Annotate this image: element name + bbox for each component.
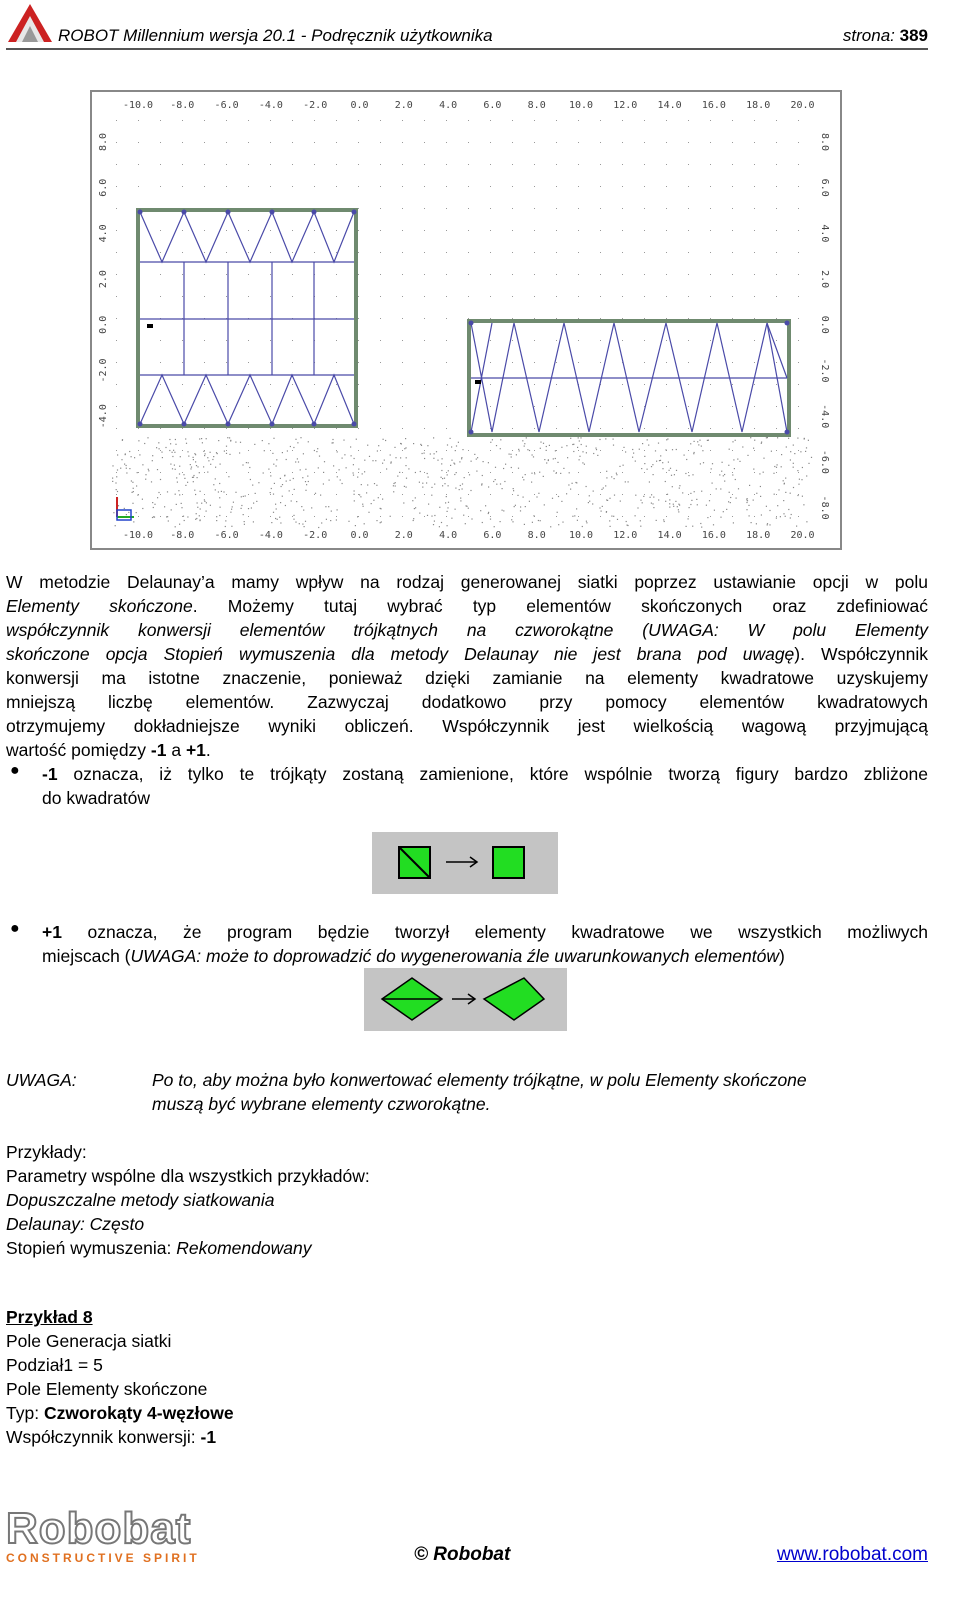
mesh-figure <box>90 90 842 550</box>
intro-line-8: wartość pomiędzy -1 a +1. <box>6 740 211 760</box>
robobat-triangle-logo-icon <box>6 2 54 46</box>
axis-left-label: 8.0 <box>98 132 109 152</box>
intro-line-3: współczynnik konwersji elementów trójkątnych na czworokątne (UWAGA: W polu Elementy <box>6 620 928 640</box>
bullet1-line-1: -1 oznacza, iż tylko te trójkąty zostaną zamienione, które wspólnie tworzą figury bardzo zbliżone <box>42 764 928 784</box>
axis-bottom-label: 2.0 <box>394 530 413 541</box>
intro-line-7: otrzymujemy dokładniejsze wyniki obliczeń. Współczynnik jest wielkością wagową przyjmującą <box>6 716 928 736</box>
note-line-2: muszą być wybrane elementy czworokątne. <box>152 1094 491 1114</box>
bullet2-line-2: miejscach (UWAGA: może to doprowadzić do wygenerowania źle uwarunkowanych elementów) <box>42 946 785 966</box>
axis-bottom-label: -6.0 <box>214 530 239 541</box>
axis-left-label: 6.0 <box>98 178 109 197</box>
axis-right-label: 6.0 <box>819 178 830 197</box>
axis-bottom-label: -2.0 <box>303 530 328 541</box>
axis-bottom-label: 18.0 <box>746 530 771 541</box>
axis-bottom-label: 6.0 <box>483 530 502 541</box>
examples-line-5: Stopień wymuszenia: Rekomendowany <box>6 1238 312 1258</box>
axis-bottom-label: -10.0 <box>122 530 154 541</box>
conversion-image-square <box>372 832 558 894</box>
bullet-icon: ● <box>10 762 20 779</box>
header-title: ROBOT Millennium wersja 20.1 - Podręcznik użytkownika <box>58 26 493 45</box>
axis-bottom-label: 0.0 <box>350 530 369 541</box>
axis-bottom-label: 10.0 <box>568 530 594 541</box>
axis-top-label: 14.0 <box>657 100 682 111</box>
axis-bottom-label: 20.0 <box>790 530 815 541</box>
examples-line-3: Dopuszczalne metody siatkowania <box>6 1190 275 1210</box>
example8-line-2: Podział1 = 5 <box>6 1355 103 1375</box>
robobat-logo-tagline: CONSTRUCTIVE SPIRIT <box>6 1551 200 1565</box>
mesh-right <box>469 321 789 435</box>
intro-line-6: mniejszą liczbę elementów. Zazwyczaj dodatkowo przy pomocy elementów kwadratowych <box>6 692 928 712</box>
axis-right-label: -8.0 <box>819 495 830 520</box>
axis-right-label: 0.0 <box>819 315 830 334</box>
axis-top-label: 10.0 <box>568 100 594 111</box>
diamond-icon <box>484 978 544 1020</box>
examples-line-2: Parametry wspólne dla wszystkich przykładów: <box>6 1166 370 1186</box>
axis-top-label: 6.0 <box>483 100 502 111</box>
bullet-icon: ● <box>10 920 20 937</box>
axis-bottom-label: 8.0 <box>527 530 546 541</box>
axis-right-label: 2.0 <box>819 270 830 289</box>
axis-top-label: -8.0 <box>170 100 195 111</box>
axis-left-label: -4.0 <box>98 404 109 429</box>
axis-top-label: -10.0 <box>122 100 154 111</box>
axis-left-label: -2.0 <box>98 358 109 383</box>
axis-top-label: 8.0 <box>527 100 546 111</box>
bullet1-line-2: do kwadratów <box>42 788 150 808</box>
axis-right-label: 4.0 <box>819 224 830 243</box>
conversion-image-diamond <box>364 968 567 1031</box>
note-label: UWAGA: <box>6 1070 77 1090</box>
axis-top-label: 4.0 <box>439 100 458 111</box>
axis-top-label: 16.0 <box>701 100 726 111</box>
axis-top-label: -6.0 <box>214 100 239 111</box>
bullet2-line-1: +1 oznacza, że program będzie tworzył elementy kwadratowe we wszystkich możliwych <box>42 922 928 942</box>
example8-line-5: Współczynnik konwersji: -1 <box>6 1427 217 1447</box>
axis-bottom-label: -4.0 <box>258 530 283 541</box>
axis-right-label: -2.0 <box>819 358 830 383</box>
intro-line-4: skończone opcja Stopień wymuszenia dla metody Delaunay nie jest brana pod uwagę). Współczynnik <box>6 644 928 664</box>
axis-bottom-label: 14.0 <box>657 530 682 541</box>
square-icon <box>493 847 524 878</box>
axis-left-label: 4.0 <box>98 224 109 243</box>
footer-url-link[interactable]: www.robobat.com <box>776 1544 928 1565</box>
intro-line-5: konwersji ma istotne znaczenie, ponieważ dzięki zamianie na elementy kwadratowe uzyskujemy <box>6 668 928 688</box>
axis-bottom-label: -8.0 <box>170 530 195 541</box>
axis-top-label: -4.0 <box>258 100 283 111</box>
axis-bottom-label: 4.0 <box>439 530 458 541</box>
axis-bottom-label: 16.0 <box>701 530 726 541</box>
axis-top-label: 0.0 <box>350 100 369 111</box>
axis-top-label: 12.0 <box>613 100 638 111</box>
axis-right-label: -4.0 <box>819 404 830 429</box>
example8-line-3: Pole Elementy skończone <box>6 1379 208 1399</box>
mesh-plot <box>92 92 836 544</box>
axis-right-label: -6.0 <box>819 449 830 474</box>
robobat-logo-text: Robobat <box>6 1504 192 1553</box>
axis-top-label: -2.0 <box>303 100 328 111</box>
page-number: strona: 389 <box>842 26 928 45</box>
example8-line-4: Typ: Czworokąty 4-węzłowe <box>6 1403 234 1423</box>
axis-left-label: 0.0 <box>98 315 109 334</box>
footer-copyright: © Robobat <box>414 1544 511 1565</box>
axis-right-label: 8.0 <box>819 132 830 152</box>
robobat-logo <box>6 1506 200 1564</box>
header-divider <box>6 48 928 50</box>
example8-title: Przykład 8 <box>6 1307 93 1327</box>
axis-top-label: 18.0 <box>746 100 771 111</box>
axis-left-label: 2.0 <box>98 270 109 289</box>
axis-origin-icon <box>117 497 134 520</box>
example8-line-1: Pole Generacja siatki <box>6 1331 172 1351</box>
note-line-1: Po to, aby można było konwertować elementy trójkątne, w polu Elementy skończone <box>152 1070 807 1090</box>
intro-line-1: W metodzie Delaunay’a mamy wpływ na rodzaj generowanej siatki poprzez ustawianie opcji w polu <box>6 572 928 592</box>
mesh-left <box>138 210 356 426</box>
examples-line-4: Delaunay: Często <box>6 1214 145 1234</box>
axis-top-label: 20.0 <box>790 100 815 111</box>
axis-bottom-label: 12.0 <box>613 530 638 541</box>
examples-heading: Przykłady: <box>6 1142 87 1162</box>
axis-top-label: 2.0 <box>394 100 413 111</box>
intro-line-2: Elementy skończone. Możemy tutaj wybrać typ elementów skończonych oraz zdefiniować <box>6 596 928 616</box>
